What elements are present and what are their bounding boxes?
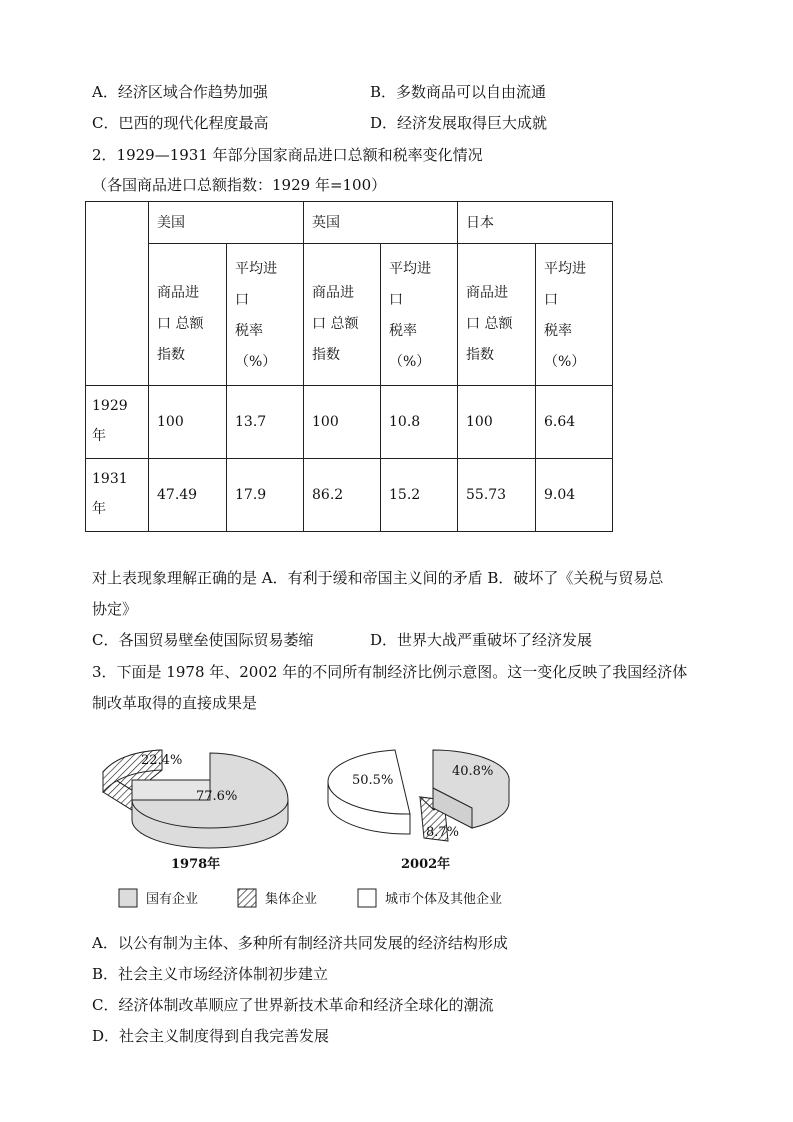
cell-value: 15.2	[389, 487, 421, 503]
header-line: 指数	[466, 347, 494, 363]
q1-option-b: B．多数商品可以自由流通	[370, 83, 547, 101]
table-row	[86, 459, 613, 532]
header-line: 税率	[389, 323, 417, 339]
q3-option-b: B．社会主义市场经济体制初步建立	[92, 965, 329, 983]
header-line: 指数	[157, 347, 185, 363]
legend-label-private: 城市个体及其他企业	[385, 892, 503, 907]
cell-value: 47.49	[157, 487, 198, 503]
q2-option-c: C．各国贸易壁垒使国际贸易萎缩	[92, 631, 314, 649]
country-uk: 英国	[312, 215, 340, 231]
q1-option-c: C．巴西的现代化程度最高	[92, 114, 269, 132]
table-cell	[536, 386, 613, 459]
country-header	[304, 202, 458, 244]
subheader-tax	[227, 244, 304, 386]
q2-stem-line1: 对上表现象理解正确的是 A．有利于缓和帝国主义间的矛盾 B．破坏了《关税与贸易总	[92, 569, 664, 587]
table-cell	[227, 459, 304, 532]
header-line: 口 总额	[312, 316, 359, 332]
q3-option-c: C．经济体制改革顺应了世界新技术革命和经济全球化的潮流	[92, 996, 494, 1014]
header-line: （%）	[389, 354, 431, 370]
year-cell	[86, 386, 149, 459]
cell-value: 9.04	[544, 487, 576, 503]
country-header	[458, 202, 613, 244]
q1-option-a: A．经济区域合作趋势加强	[92, 83, 268, 101]
table-cell	[227, 386, 304, 459]
year-line: 1929	[92, 398, 128, 414]
legend-swatch-collective	[238, 889, 256, 907]
cell-value: 17.9	[235, 487, 267, 503]
q3-option-d: D．社会主义制度得到自我完善发展	[92, 1027, 330, 1045]
header-line: 商品进	[466, 285, 508, 301]
header-line: 平均进	[544, 261, 586, 277]
cell-value: 10.8	[389, 414, 421, 430]
q3-option-a: A．以公有制为主体、多种所有制经济共同发展的经济结构形成	[92, 934, 508, 952]
label-2002-private: 50.5%	[352, 773, 394, 788]
q3-stem-line2: 制改革取得的直接成果是	[92, 694, 258, 712]
cell-value: 6.64	[544, 414, 576, 430]
table-cell	[304, 386, 381, 459]
country-japan: 日本	[466, 215, 494, 231]
table-row	[86, 386, 613, 459]
legend-swatch-private	[358, 889, 376, 907]
q3-stem-line1: 3．下面是 1978 年、2002 年的不同所有制经济比例示意图。这一变化反映了我国经济体	[92, 663, 688, 681]
cell-value: 55.73	[466, 487, 507, 503]
header-line: 税率	[235, 323, 263, 339]
country-usa: 美国	[157, 215, 185, 231]
label-2002-state: 40.8%	[452, 764, 494, 779]
table-cell	[458, 459, 536, 532]
legend-swatch-state	[119, 889, 137, 907]
cell-value: 100	[157, 414, 184, 430]
q1-option-d: D．经济发展取得巨大成就	[370, 114, 548, 132]
caption-2002: 2002年	[401, 857, 451, 872]
cell-value: 13.7	[235, 414, 267, 430]
header-line: 税率	[544, 323, 572, 339]
label-1978-collective: 22.4%	[141, 753, 183, 768]
pie-2002-private-slice	[328, 750, 410, 834]
cell-value: 100	[466, 414, 493, 430]
q2-option-d: D．世界大战严重破坏了经济发展	[370, 631, 593, 649]
label-2002-collective: 8.7%	[426, 825, 460, 840]
label-1978-state: 77.6%	[196, 789, 238, 804]
header-line: 平均进	[389, 261, 431, 277]
table-cell	[149, 386, 227, 459]
header-line: 商品进	[312, 285, 354, 301]
q2-stem-line2: 协定》	[92, 600, 138, 618]
header-line: 平均进	[235, 261, 277, 277]
subheader-index	[304, 244, 381, 386]
header-line: 口	[235, 292, 249, 308]
subheader-tax	[381, 244, 458, 386]
header-line: 口	[389, 292, 403, 308]
year-line: 年	[92, 428, 106, 444]
header-line: 口 总额	[157, 316, 204, 332]
q2-subtitle: （各国商品进口总额指数：1929 年=100）	[92, 176, 387, 194]
year-line: 1931	[92, 471, 128, 487]
header-line: （%）	[235, 354, 277, 370]
country-header	[149, 202, 304, 244]
header-line: 商品进	[157, 285, 199, 301]
header-line: 口	[544, 292, 558, 308]
subheader-index	[149, 244, 227, 386]
import-tax-table	[85, 201, 613, 532]
caption-1978: 1978年	[171, 857, 221, 872]
table-cell	[536, 459, 613, 532]
table-cell	[304, 459, 381, 532]
header-line: 指数	[312, 347, 340, 363]
year-cell	[86, 459, 149, 532]
table-cell	[458, 386, 536, 459]
subheader-tax	[536, 244, 613, 386]
legend-label-state: 国有企业	[146, 892, 199, 907]
cell-value: 86.2	[312, 487, 344, 503]
table-cell	[381, 459, 458, 532]
cell-value: 100	[312, 414, 339, 430]
q2-title: 2．1929—1931 年部分国家商品进口总额和税率变化情况	[92, 146, 483, 164]
header-line: （%）	[544, 354, 586, 370]
table-corner-cell	[86, 202, 149, 386]
subheader-index	[458, 244, 536, 386]
year-line: 年	[92, 501, 106, 517]
table-cell	[381, 386, 458, 459]
legend-label-collective: 集体企业	[265, 892, 318, 907]
header-line: 口 总额	[466, 316, 513, 332]
table-cell	[149, 459, 227, 532]
ownership-pie-charts	[0, 740, 793, 915]
